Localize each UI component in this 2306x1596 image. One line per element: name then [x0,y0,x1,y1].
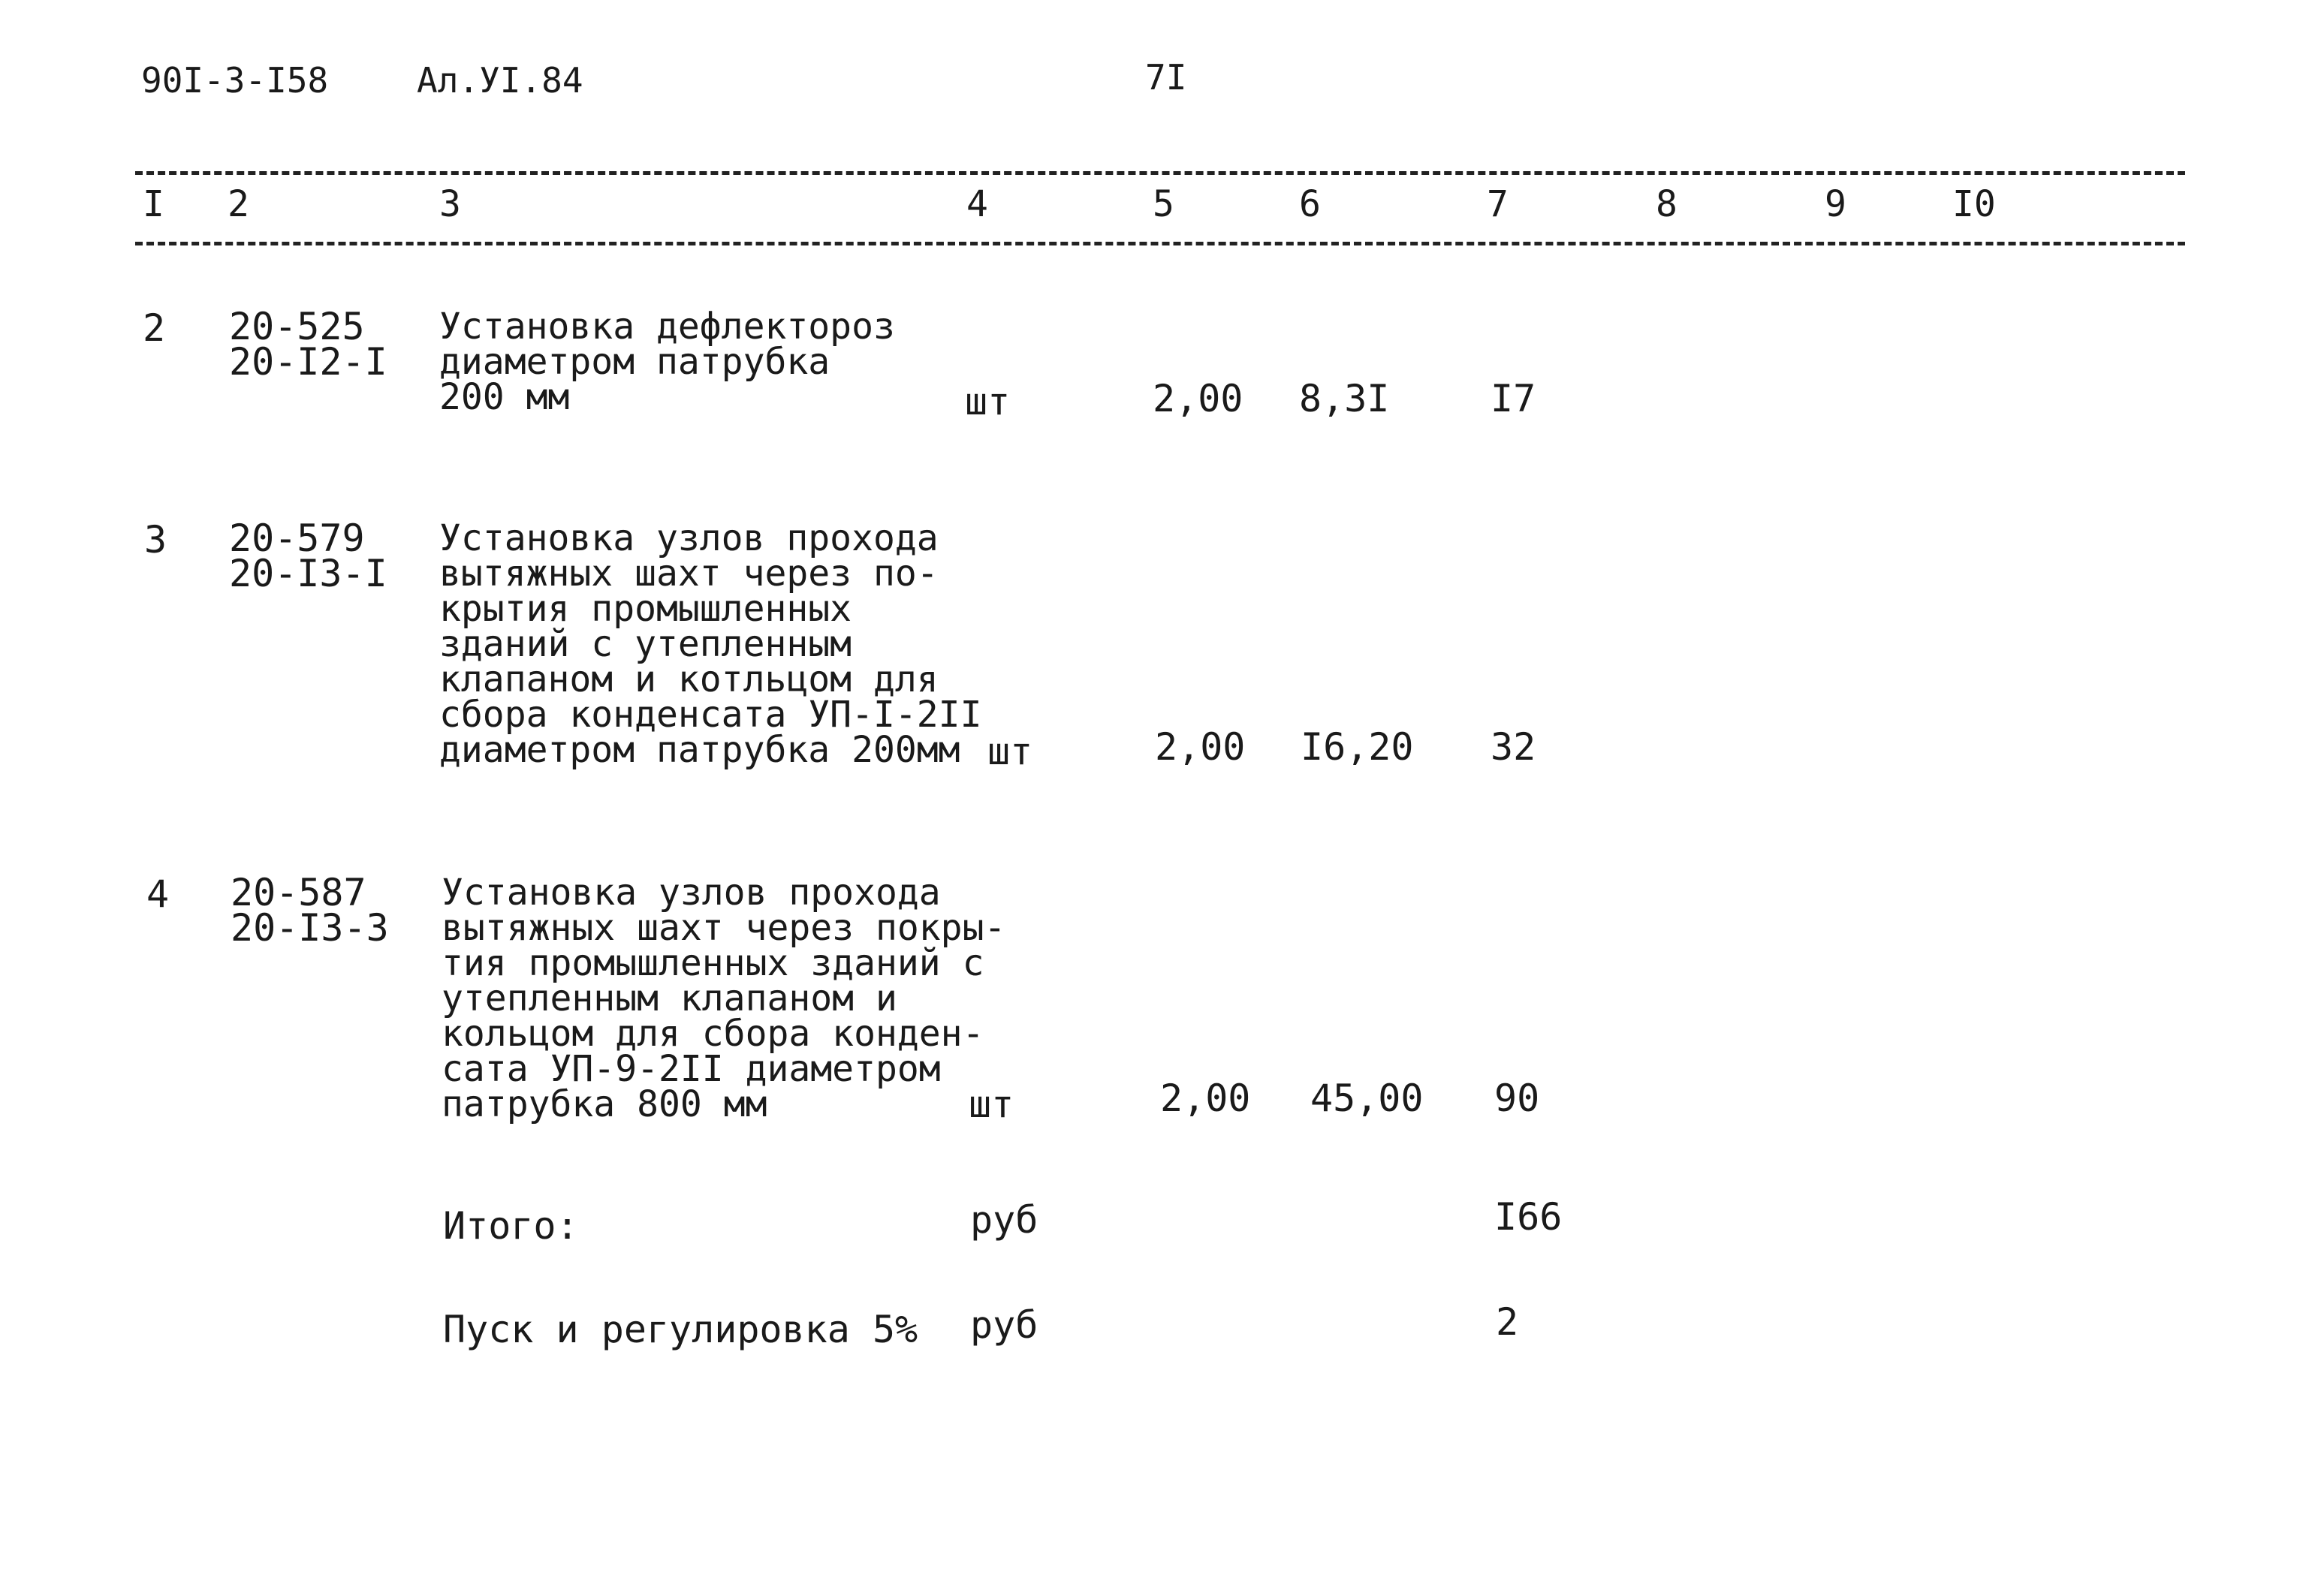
description-line: утепленным клапаном и [442,977,897,1019]
norm-code-line: 20-I2-I [229,340,387,384]
summary-unit: руб [970,1198,1038,1242]
work-description [439,306,895,418]
norm-code-line: 20-579 [229,516,365,560]
column-number-10: I0 [1952,183,1996,225]
description-line: диаметром патрубка 200мм [439,729,960,771]
description-line: Установка узлов прохода [442,872,941,914]
column-number-7: 7 [1487,183,1509,225]
description-line: кольцом для сбора конден- [442,1013,984,1055]
row-number: 4 [146,872,170,916]
unit-of-measure: шт [987,730,1033,773]
description-line: тия промышленных зданий с [442,942,984,984]
column-number-5: 5 [1153,183,1174,225]
norm-code-line: 20-587 [231,871,366,914]
unit-price: 45,00 [1310,1077,1424,1120]
work-description [442,872,1006,1125]
document-code: 90I-3-I58 [141,60,329,101]
norm-code [231,871,389,950]
quantity: 2,00 [1153,377,1243,420]
total-cost: I7 [1491,377,1536,420]
description-line: сбора конденсата УП-I-2II [439,694,982,736]
row-number: 2 [143,306,166,350]
page-number: 7I [1145,57,1187,98]
work-description [439,517,982,771]
column-number-2: 2 [228,183,249,225]
album-reference: Ал.УI.84 [417,60,583,101]
column-number-3: 3 [439,183,461,225]
summary-unit: руб [970,1303,1038,1347]
column-number-4: 4 [966,183,988,225]
column-number-6: 6 [1299,183,1321,225]
norm-code-line: 20-I3-3 [231,906,389,950]
unit-of-measure: шт [969,1083,1014,1126]
row-number: 3 [144,518,167,562]
description-line: диаметром патрубка [439,341,830,383]
description-line: зданий с утепленным [439,623,852,665]
unit-of-measure: шт [965,380,1011,423]
description-line: крытия промышленных [439,588,852,630]
norm-code [229,516,387,595]
summary-total: I66 [1494,1195,1563,1239]
description-line: Установка узлов прохода [439,517,939,559]
total-cost: 32 [1491,725,1536,769]
summary-total: 2 [1496,1300,1519,1344]
description-line: клапаном и котльцом для [439,658,939,700]
norm-code [229,305,387,384]
column-number-8: 8 [1656,183,1678,225]
description-line: 200 мм [439,376,570,418]
column-number-1: I [143,183,164,225]
unit-price: I6,20 [1301,725,1414,769]
summary-label: Итого: [443,1204,579,1248]
total-cost: 90 [1494,1077,1540,1120]
norm-code-line: 20-I3-I [229,552,387,595]
column-number-9: 9 [1825,183,1846,225]
quantity: 2,00 [1160,1077,1251,1120]
summary-label: Пуск и регулировка 5% [443,1308,918,1351]
description-line: сата УП-9-2II диаметром [442,1048,941,1090]
description-line: вытяжных шахт через по- [439,553,939,595]
unit-price: 8,3I [1299,377,1390,420]
header-top-divider [135,171,2185,175]
description-line: патрубка 800 мм [442,1083,767,1125]
quantity: 2,00 [1155,725,1246,769]
description-line: Установка дефлектороз [439,306,895,348]
norm-code-line: 20-525 [229,305,365,348]
description-line: вытяжных шахт через покры- [442,907,1006,949]
header-bottom-divider [135,242,2185,245]
